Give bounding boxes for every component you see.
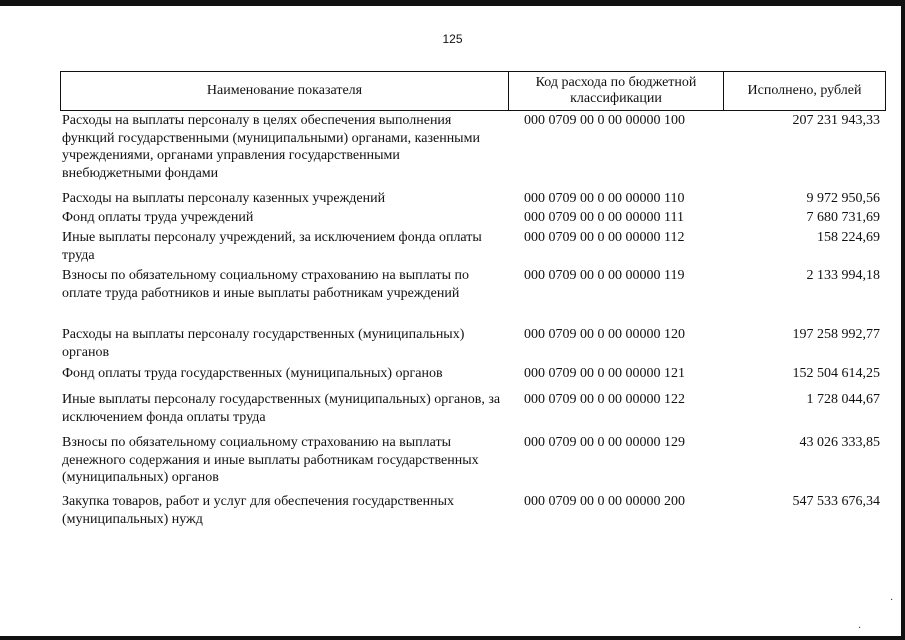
row-name: Взносы по обязательному социальному страхованию на выплаты денежного содержания и иные выплаты работникам государственных (муниципальных) органов xyxy=(62,435,479,485)
row-amount: 9 972 950,56 xyxy=(806,191,880,206)
row-amount: 152 504 614,25 xyxy=(792,366,880,381)
row-code: 000 0709 00 0 00 00000 112 xyxy=(524,230,685,245)
row-amount: 43 026 333,85 xyxy=(799,435,880,450)
row-code: 000 0709 00 0 00 00000 119 xyxy=(524,268,685,283)
header-code: Код расхода по бюджетной классификации xyxy=(509,72,724,110)
row-name: Расходы на выплаты персоналу казенных учреждений xyxy=(62,191,386,206)
row-code: 000 0709 00 0 00 00000 122 xyxy=(524,392,685,407)
row-name: Расходы на выплаты персоналу государственных (муниципальных) органов xyxy=(62,327,465,360)
row-name: Фонд оплаты труда учреждений xyxy=(62,210,254,225)
scan-speck: · xyxy=(890,595,894,606)
row-amount: 197 258 992,77 xyxy=(792,327,880,342)
row-amount: 7 680 731,69 xyxy=(806,210,880,225)
header-name: Наименование показателя xyxy=(61,72,509,110)
scan-border-top xyxy=(0,0,905,6)
row-code: 000 0709 00 0 00 00000 100 xyxy=(524,113,685,128)
scan-border-bottom xyxy=(0,636,905,640)
row-name: Расходы на выплаты персоналу в целях обеспечения выполнения функций государственными (муниципальными) органами, казенными учреждениями, органами управления государственными внебюджетными фондами xyxy=(62,113,480,181)
header-amount: Исполнено, рублей xyxy=(747,83,862,98)
row-code: 000 0709 00 0 00 00000 110 xyxy=(524,191,685,206)
row-name: Иные выплаты персоналу государственных (муниципальных) органов, за исключением фонда оплаты труда xyxy=(62,392,501,425)
scan-border-right xyxy=(901,0,905,640)
row-amount: 2 133 994,18 xyxy=(806,268,880,283)
row-code: 000 0709 00 0 00 00000 111 xyxy=(524,210,684,225)
row-amount: 547 533 676,34 xyxy=(792,494,880,509)
scan-speck: · xyxy=(858,623,862,634)
row-amount: 1 728 044,67 xyxy=(806,392,880,407)
row-code: 000 0709 00 0 00 00000 129 xyxy=(524,435,685,450)
row-name: Иные выплаты персоналу учреждений, за исключением фонда оплаты труда xyxy=(62,230,482,263)
row-code: 000 0709 00 0 00 00000 200 xyxy=(524,494,685,509)
row-name: Фонд оплаты труда государственных (муниципальных) органов xyxy=(62,366,443,381)
row-amount: 158 224,69 xyxy=(817,230,880,245)
row-code: 000 0709 00 0 00 00000 121 xyxy=(524,366,685,381)
table-header xyxy=(60,71,886,111)
page-number: 125 xyxy=(442,32,463,46)
row-name: Закупка товаров, работ и услуг для обеспечения государственных (муниципальных) нужд xyxy=(62,494,455,527)
row-amount: 207 231 943,33 xyxy=(792,113,880,128)
row-name: Взносы по обязательному социальному страхованию на выплаты по оплате труда работников и иные выплаты работникам учреждений xyxy=(62,268,470,301)
row-code: 000 0709 00 0 00 00000 120 xyxy=(524,327,685,342)
